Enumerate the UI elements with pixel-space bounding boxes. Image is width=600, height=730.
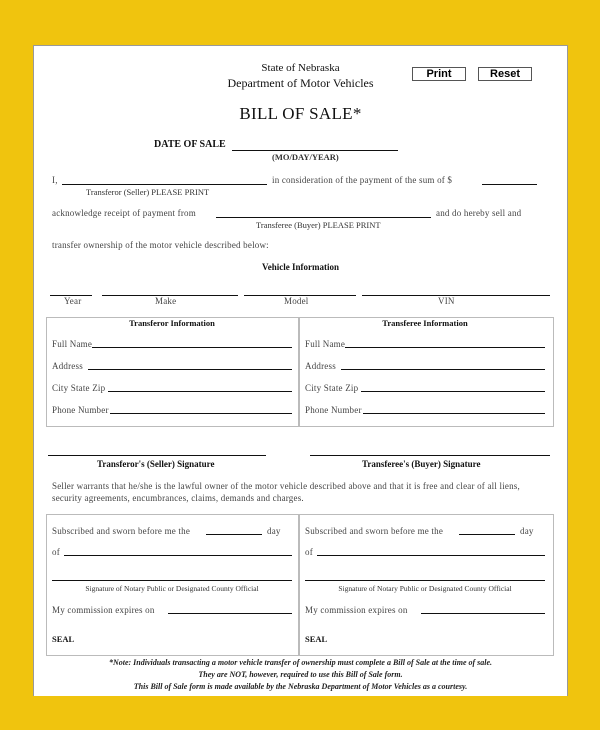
left-of-label: of — [52, 547, 60, 557]
transferor-info-heading: Transferor Information — [129, 318, 215, 328]
right-of-label: of — [305, 547, 313, 557]
left-seal-label: SEAL — [52, 634, 75, 644]
transferee-name-field[interactable] — [216, 217, 431, 218]
transferee-phone-field[interactable] — [363, 413, 545, 414]
transferee-info-heading: Transferee Information — [382, 318, 468, 328]
bill-of-sale-form — [33, 45, 568, 696]
transferee-city-field[interactable] — [361, 391, 545, 392]
left-commission-label: My commission expires on — [52, 605, 155, 615]
date-of-sale-field[interactable] — [232, 150, 398, 151]
right-day-field[interactable] — [459, 534, 515, 535]
right-day-label: day — [520, 526, 534, 536]
department-name: Department of Motor Vehicles — [227, 76, 374, 90]
state-name: State of Nebraska — [261, 62, 340, 74]
transferor-phone-label: Phone Number — [52, 405, 109, 415]
right-subscribed-text: Subscribed and sworn before me the — [305, 526, 444, 536]
right-notary-sig-label: Signature of Notary Public or Designated County Official — [338, 584, 512, 593]
year-label: Year — [64, 296, 82, 306]
reset-button[interactable]: Reset — [478, 67, 532, 81]
right-commission-label: My commission expires on — [305, 605, 408, 615]
model-label: Model — [284, 296, 309, 306]
acknowledge-text: acknowledge receipt of payment from — [52, 208, 196, 218]
transferor-city-label: City State Zip — [52, 383, 106, 393]
vin-label: VIN — [438, 296, 455, 306]
left-day-field[interactable] — [206, 534, 262, 535]
left-subscribed-text: Subscribed and sworn before me the — [52, 526, 191, 536]
transferor-address-label: Address — [52, 361, 83, 371]
transferee-print-hint: Transferee (Buyer) PLEASE PRINT — [256, 220, 381, 230]
seller-signature-field[interactable] — [48, 455, 266, 456]
left-notary-signature-field[interactable] — [52, 580, 292, 581]
transferor-city-field[interactable] — [108, 391, 292, 392]
transferee-city-label: City State Zip — [305, 383, 359, 393]
transferee-full-name-label: Full Name — [305, 339, 346, 349]
transferor-address-field[interactable] — [88, 369, 292, 370]
transferor-full-name-field[interactable] — [92, 347, 292, 348]
left-day-label: day — [267, 526, 281, 536]
transferee-address-label: Address — [305, 361, 336, 371]
print-button[interactable]: Print — [412, 67, 466, 81]
buyer-signature-label: Transferee's (Buyer) Signature — [362, 459, 481, 469]
left-notary-sig-label: Signature of Notary Public or Designated County Official — [85, 584, 259, 593]
vehicle-info-heading: Vehicle Information — [262, 262, 339, 272]
date-format-hint: (MO/DAY/YEAR) — [272, 152, 339, 162]
transferee-address-field[interactable] — [341, 369, 545, 370]
seller-warranty-text: Seller warrants that he/she is the lawful owner of the motor vehicle described above and that it is free and clear of all liens, security agreements, encumbrances, claims, demands and charges. — [52, 481, 520, 503]
payment-amount-field[interactable] — [482, 184, 537, 185]
left-of-field[interactable] — [64, 555, 292, 556]
ownership-text: transfer ownership of the motor vehicle described below: — [52, 240, 269, 250]
transferor-print-hint: Transferor (Seller) PLEASE PRINT — [86, 187, 210, 197]
transferor-name-field[interactable] — [62, 184, 267, 185]
hereby-sell-text: and do hereby sell and — [436, 208, 522, 218]
left-commission-field[interactable] — [168, 613, 292, 614]
right-notary-signature-field[interactable] — [305, 580, 545, 581]
transferor-full-name-label: Full Name — [52, 339, 93, 349]
transferor-phone-field[interactable] — [110, 413, 292, 414]
seller-signature-label: Transferor's (Seller) Signature — [97, 459, 215, 469]
buyer-signature-field[interactable] — [310, 455, 550, 456]
right-seal-label: SEAL — [305, 634, 328, 644]
form-title: BILL OF SALE* — [239, 104, 362, 123]
i-prefix: I, — [52, 175, 58, 185]
transferee-phone-label: Phone Number — [305, 405, 362, 415]
transferee-full-name-field[interactable] — [345, 347, 545, 348]
make-label: Make — [155, 296, 177, 306]
footnote-line-1: *Note: Individuals transacting a motor vehicle transfer of ownership must complete a Bill of Sale at the time of sale. — [108, 658, 493, 667]
right-of-field[interactable] — [317, 555, 545, 556]
footnote-line-3: This Bill of Sale form is made available by the Nebraska Department of Motor Vehicles as a courtesy. — [133, 682, 468, 691]
right-commission-field[interactable] — [421, 613, 545, 614]
consideration-text: in consideration of the payment of the sum of $ — [272, 175, 453, 185]
date-of-sale-label: DATE OF SALE — [154, 139, 226, 150]
vin-field[interactable] — [362, 295, 550, 296]
footnote-line-2: They are NOT, however, required to use this Bill of Sale form. — [198, 670, 403, 679]
